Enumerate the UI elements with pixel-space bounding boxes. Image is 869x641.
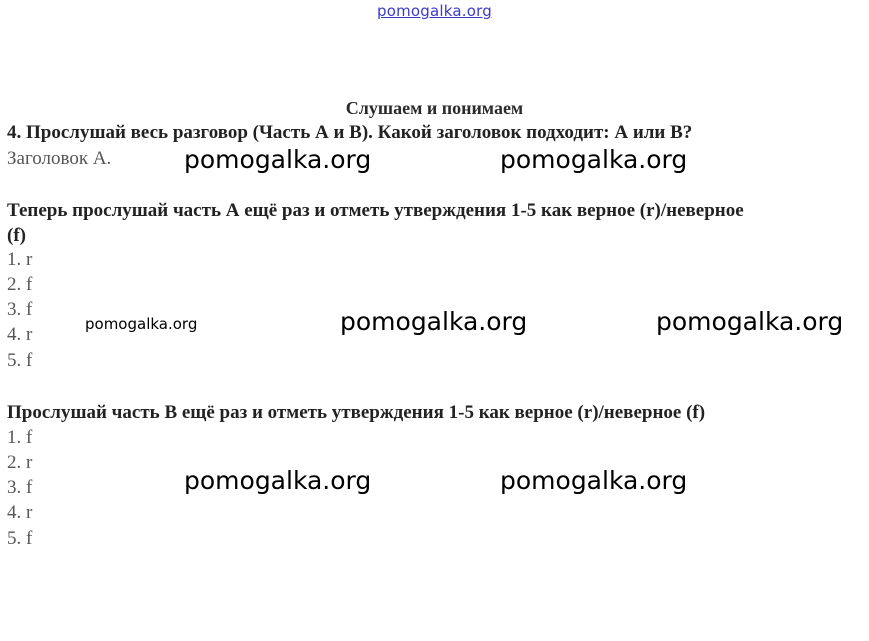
section-title: Слушаем и понимаем bbox=[345, 98, 524, 118]
partA-answer-4: 4. r bbox=[7, 324, 33, 345]
partA-answer-2: 2. f bbox=[7, 274, 33, 295]
watermark: pomogalka.org bbox=[656, 307, 844, 336]
partB-answer-4: 4. r bbox=[7, 502, 33, 523]
partA-answer-3: 3. f bbox=[7, 299, 33, 320]
partB-answer-3: 3. f bbox=[7, 477, 33, 498]
partB-answer-5: 5. f bbox=[7, 528, 33, 549]
watermark: pomogalka.org bbox=[500, 145, 688, 174]
partA-instruction-line2: (f) bbox=[7, 225, 26, 246]
partA-instruction-line1: Теперь прослушай часть А ещё раз и отметь утверждения 1-5 как верное (r)/неверное bbox=[7, 200, 744, 221]
partB-answer-2: 2. r bbox=[7, 452, 33, 473]
watermark: pomogalka.org bbox=[184, 145, 372, 174]
partB-instruction: Прослушай часть В ещё раз и отметь утверждения 1-5 как верное (r)/неверное (f) bbox=[7, 402, 706, 423]
watermark: pomogalka.org bbox=[184, 466, 372, 495]
task4-question: 4. Прослушай весь разговор (Часть А и В). Какой заголовок подходит: А или В? bbox=[7, 122, 693, 143]
partA-answer-1: 1. r bbox=[7, 249, 33, 270]
watermark: pomogalka.org bbox=[340, 307, 528, 336]
watermark: pomogalka.org bbox=[85, 315, 198, 333]
watermark: pomogalka.org bbox=[500, 466, 688, 495]
task4-answer: Заголовок А. bbox=[7, 148, 112, 169]
partB-answer-1: 1. f bbox=[7, 427, 33, 448]
site-header-link[interactable]: pomogalka.org bbox=[377, 2, 492, 20]
partA-answer-5: 5. f bbox=[7, 350, 33, 371]
